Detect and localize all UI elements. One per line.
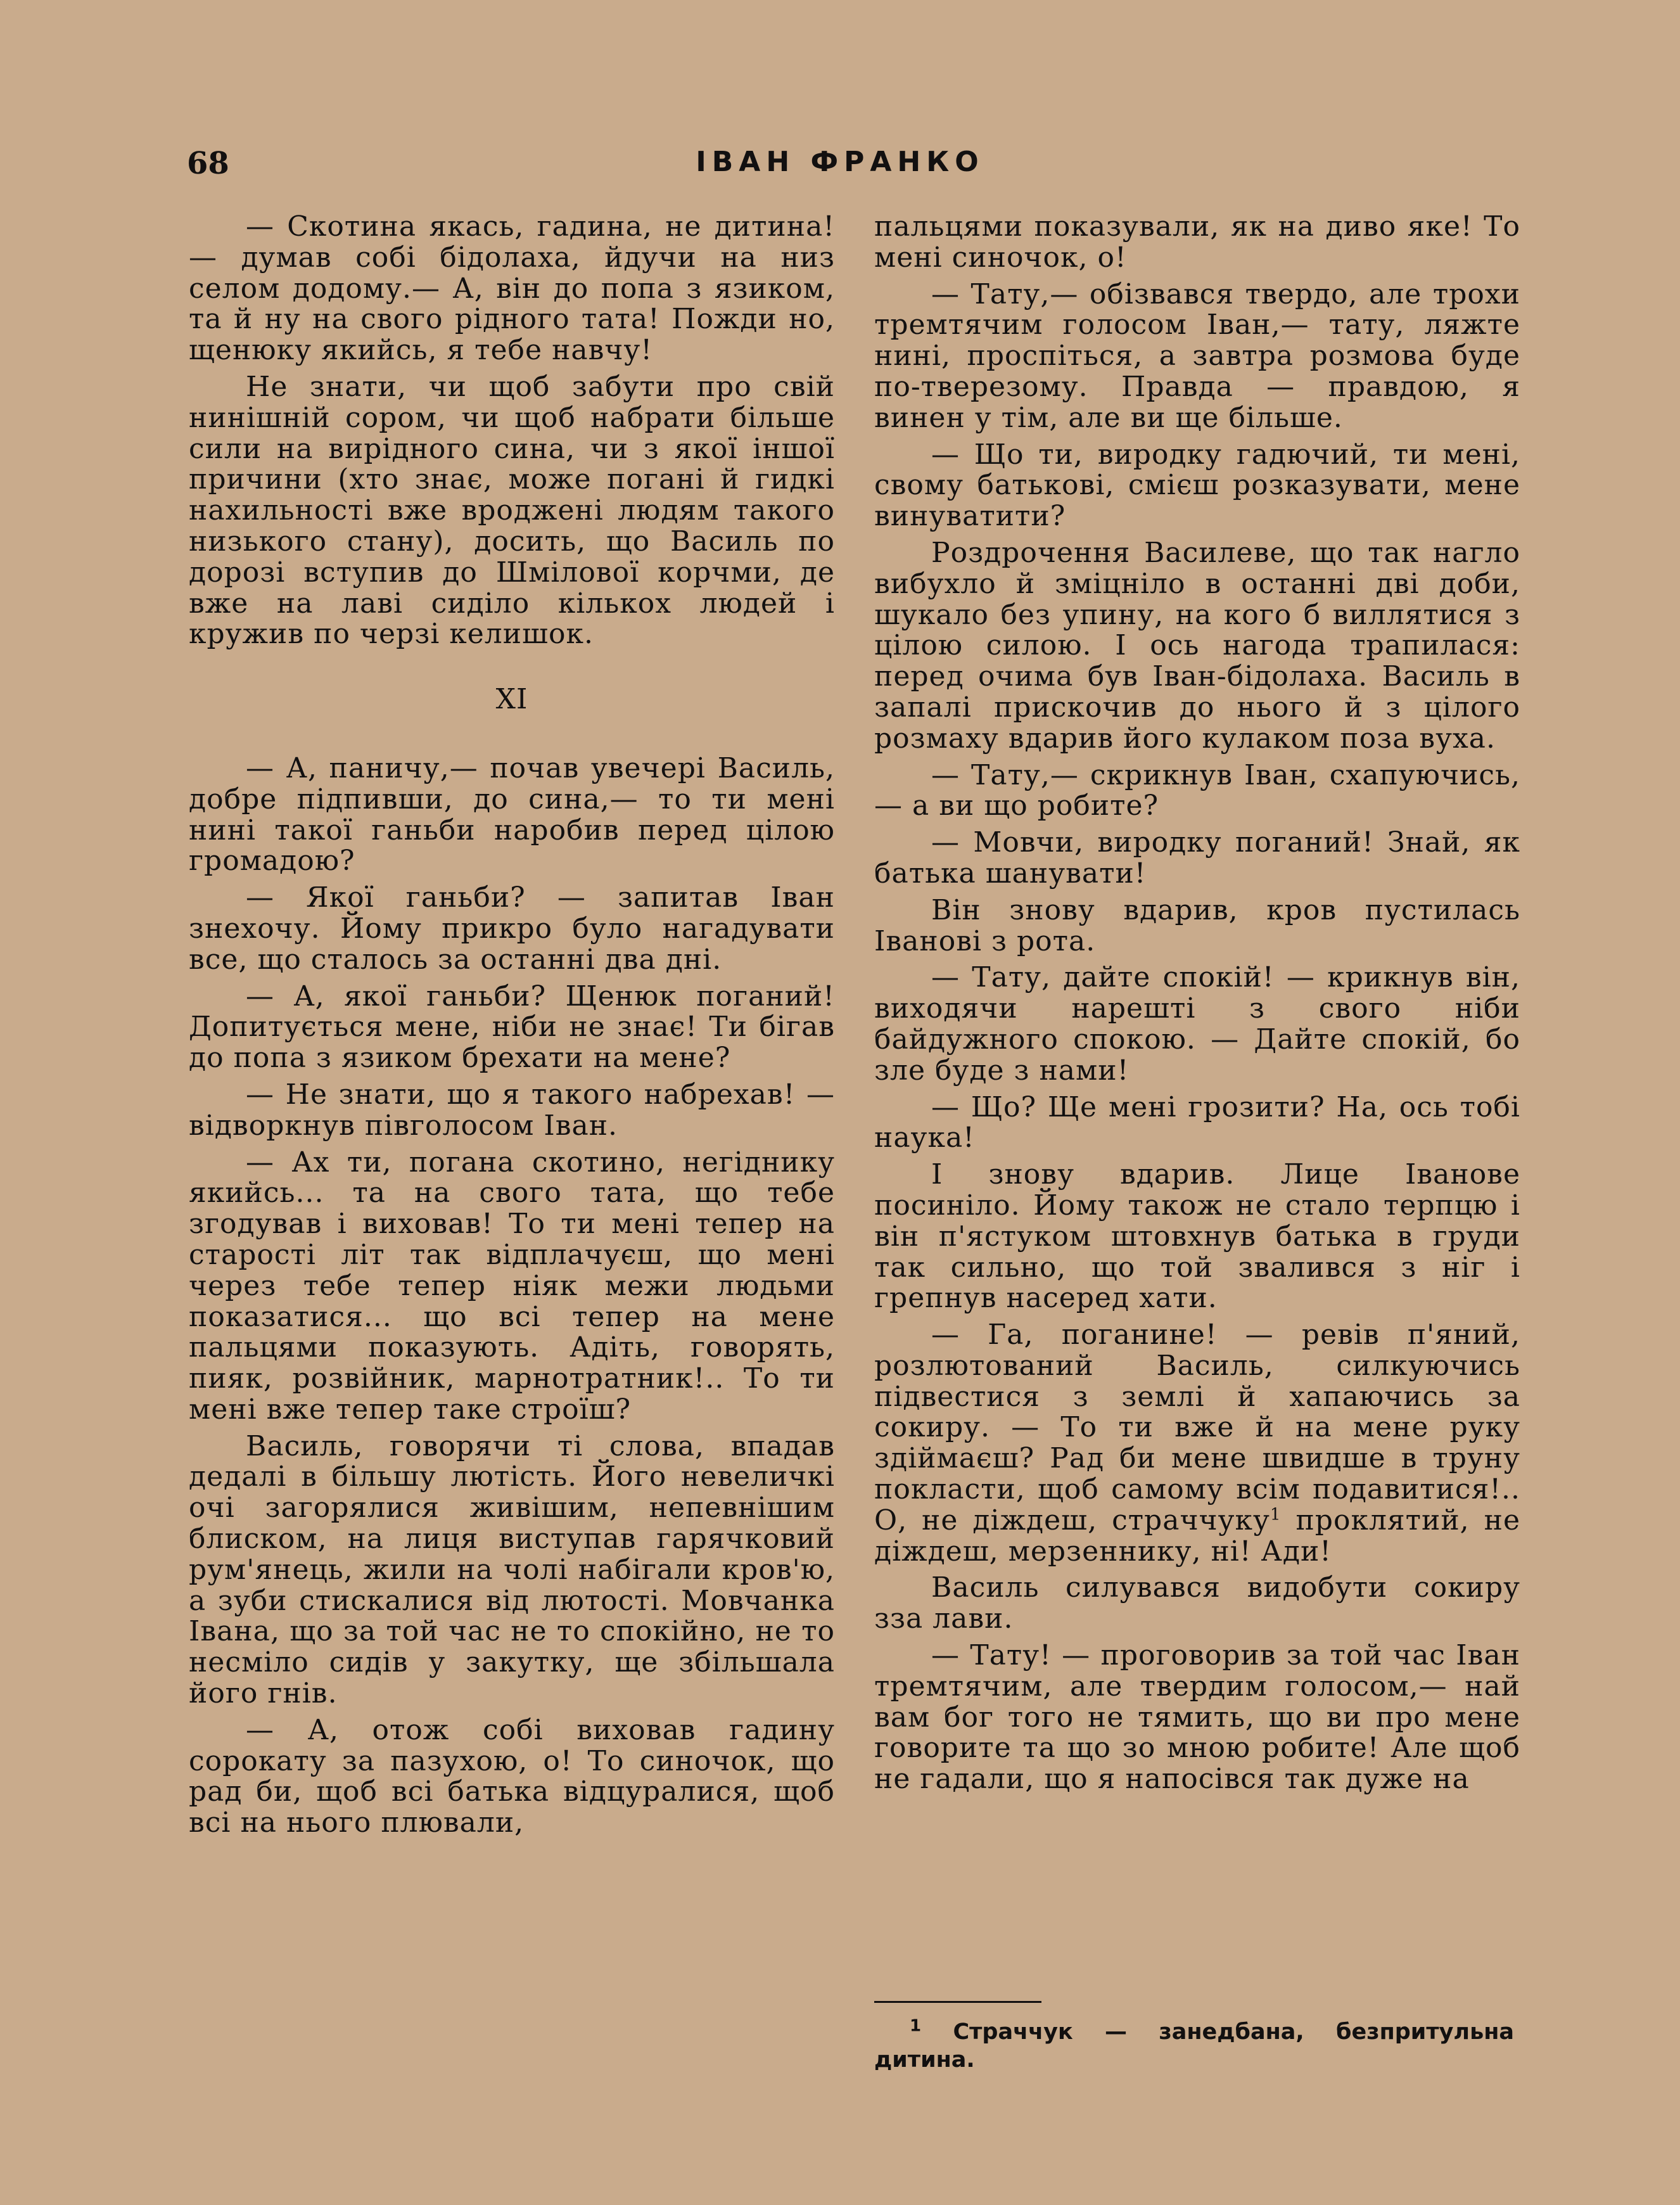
paragraph: Він знову вдарив, кров пустилась Іванові з рота. — [874, 893, 1520, 957]
page-number: 68 — [187, 146, 229, 181]
paragraph: — Тату, дайте спокій! — крикнув він, виходячи нарешті з свого ніби байдужного спокою. — Дайте спокій, бо зле буде з нами! — [874, 961, 1520, 1087]
paragraph: І знову вдарив. Лице Іванове посиніло. Йому також не стало терпцю і він п'ястуком штовхнув батька в груди так сильно, що той звалився з ніг і грепнув насеред хати. — [874, 1158, 1520, 1315]
footnote — [874, 2018, 1514, 2074]
paragraph: — А, отож собі виховав гадину сорокату за пазухою, о! То синочок, що рад би, щоб всі батька відцуралися, щоб всі на нього плювали, — [189, 1713, 835, 1839]
right-column — [874, 212, 1520, 1801]
paragraph: — Не знати, що я такого набрехав! — відворкнув півголосом Іван. — [189, 1078, 835, 1142]
paragraph: Не знати, чи щоб забути про свій нинішній сором, чи щоб набрати більше сили на вирідного сина, чи з якої іншої причини (хто знає, може погані й гидкі нахильності вже вроджені людям такого низького стану), досить, що Василь по дорозі вступив до Шмілової корчми, де вже на лаві сиділо кількох людей і кружив по черзі келишок. — [189, 370, 835, 651]
left-column — [189, 212, 835, 1844]
footnote-divider — [874, 2001, 1041, 2003]
paragraph-continuation: пальцями показували, як на диво яке! То мені синочок, о! — [874, 210, 1520, 274]
paragraph-text-end: проклятий, не діждеш, мерзеннику, ні! Ади! — [874, 1504, 1520, 1568]
chapter-number: XI — [495, 683, 528, 716]
paragraph: — Ах ти, погана скотино, негіднику якийсь... та на свого тата, що тебе згодував і виховав! То ти мені тепер на старості літ так відплачуєш, що мені через тебе тепер ніяк межи людьми показатися... що всі тепер на мене пальцями показують. Адіть, говорять, пияк, розвійник, марнотратник!.. То ти мені вже тепер таке строїш? — [189, 1146, 835, 1426]
paragraph-with-footnote — [874, 1320, 1520, 1567]
running-head: ІВАН ФРАНКО — [696, 146, 984, 178]
paragraph: — Тату,— скрикнув Іван, схапуючись,— а ви що робите? — [874, 758, 1520, 822]
paragraph: — Тату! — проговорив за той час Іван тремтячим, але твердим голосом,— най вам бог того не тямить, що ви про мене говорите та що зо мною робите! Але щоб не гадали, що я напосівся так дуже на — [874, 1639, 1520, 1796]
footnote-mark: 1 — [910, 2016, 922, 2036]
footnote-reference[interactable]: 1 — [1270, 1505, 1282, 1524]
paragraph: — А, паничу,— почав увечері Василь, добре підпивши, до сина,— то ти мені нині такої ганьби наробив перед цілою громадою? — [189, 751, 835, 878]
paragraph: — Тату,— обізвався твердо, але трохи тремтячим голосом Іван,— тату, ляжте нині, проспіться, а завтра розмова буде по-тверезому. Правда — правдою, я винен у тім, але ви ще більше. — [874, 278, 1520, 434]
paragraph: Василь силувався видобути сокиру зза лави. — [874, 1571, 1520, 1635]
paragraph: — Що? Ще мені грозити? На, ось тобі наука! — [874, 1090, 1520, 1154]
paragraph: — Якої ганьби? — запитав Іван знехочу. Йому прикро було нагадувати все, що сталось за останні два дні. — [189, 881, 835, 976]
footnote-text: Страччук — занедбана, безпритульна дитина. — [874, 2019, 1514, 2073]
paragraph: Роздрочення Василеве, що так нагло вибухло й зміцніло в останні дві доби, шукало без упину, на кого б виллятися з цілою силою. І ось нагода трапилася: перед очима був Іван-бідолаха. Василь в запалі прискочив до нього й з цілого розмаху вдарив його кулаком поза вуха. — [874, 536, 1520, 755]
paragraph: — Скотина якась, гадина, не дитина! — думав собі бідолаха, йдучи на низ селом додому.— А, він до попа з язиком, та й ну на свого рідного тата! Пожди но, щенюку якийсь, я тебе навчу! — [189, 210, 835, 367]
paragraph: — А, якої ганьби? Щенюк поганий! Допитується мене, ніби не знає! Ти бігав до попа з язиком брехати на мене? — [189, 980, 835, 1075]
paragraph: — Мовчи, виродку поганий! Знай, як батька шанувати! — [874, 826, 1520, 890]
paragraph: — Що ти, виродку гадючий, ти мені, свому батькові, смієш розказувати, мене винуватити? — [874, 438, 1520, 533]
paragraph-text: — Га, поганине! — ревів п'яний, розлютований Василь, силкуючись підвестися з землі й хапаючись за сокиру. — То ти вже й на мене руку здіймаєш? Рад би мене швидше в труну покласти, щоб самому всім подавитися!.. О, не діждеш, страччуку — [874, 1319, 1520, 1537]
paragraph: Василь, говорячи ті слова, впадав дедалі в більшу лютість. Його невеличкі очі загорялися живішим, непевнішим блиском, на лиця виступав гарячковий рум'янець, жили на чолі набігали кров'ю, а зуби стискалися від лютості. Мовчанка Івана, що за той час не то спокійно, не то несміло сидів у закутку, ще збільшала його гнів. — [189, 1429, 835, 1710]
